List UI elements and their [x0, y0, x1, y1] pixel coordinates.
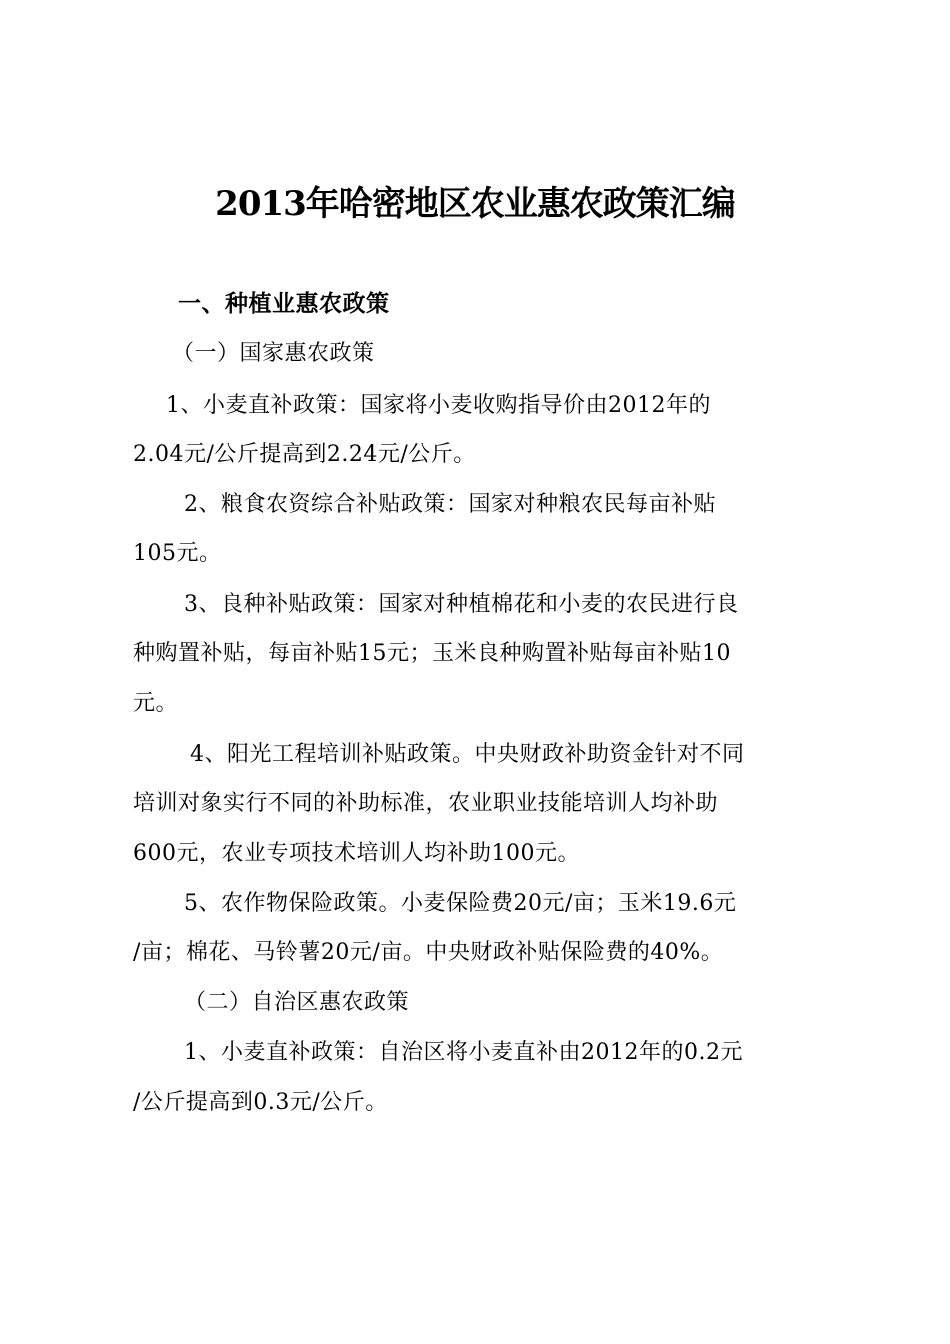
paragraph-line: 5、农作物保险政策。小麦保险费20元/亩；玉米19.6元	[184, 891, 737, 916]
subsection-heading-autonomous-region: （二）自治区惠农政策	[184, 990, 410, 1015]
paragraph-line: 1、小麦直补政策：国家将小麦收购指导价由2012年的	[166, 393, 711, 418]
paragraph-line: /亩；棉花、马铃薯20元/亩。中央财政补贴保险费的40%。	[133, 940, 724, 965]
paragraph-line: 105元。	[133, 541, 222, 566]
paragraph-line: 4、阳光工程培训补贴政策。中央财政补助资金针对不同	[190, 742, 745, 767]
paragraph-line: 2、粮食农资综合补贴政策：国家对种粮农民每亩补贴	[184, 492, 716, 517]
paragraph-line: 1、小麦直补政策：自治区将小麦直补由2012年的0.2元	[184, 1040, 743, 1065]
subsection-heading-national: （一）国家惠农政策	[172, 341, 375, 366]
section-heading-planting: 一、种植业惠农政策	[178, 291, 390, 317]
paragraph-line: 2.04元/公斤提高到2.24元/公斤。	[133, 442, 476, 467]
paragraph-line: 3、良种补贴政策：国家对种植棉花和小麦的农民进行良	[184, 592, 739, 617]
document-title: 2013年哈密地区农业惠农政策汇编	[215, 184, 735, 224]
paragraph-line: 培训对象实行不同的补助标准，农业职业技能培训人均补助	[133, 791, 719, 816]
paragraph-line: /公斤提高到0.3元/公斤。	[133, 1090, 388, 1115]
paragraph-line: 600元，农业专项技术培训人均补助100元。	[133, 841, 580, 866]
paragraph-line: 元。	[133, 691, 179, 716]
paragraph-line: 种购置补贴，每亩补贴15元；玉米良种购置补贴每亩补贴10	[133, 641, 731, 666]
